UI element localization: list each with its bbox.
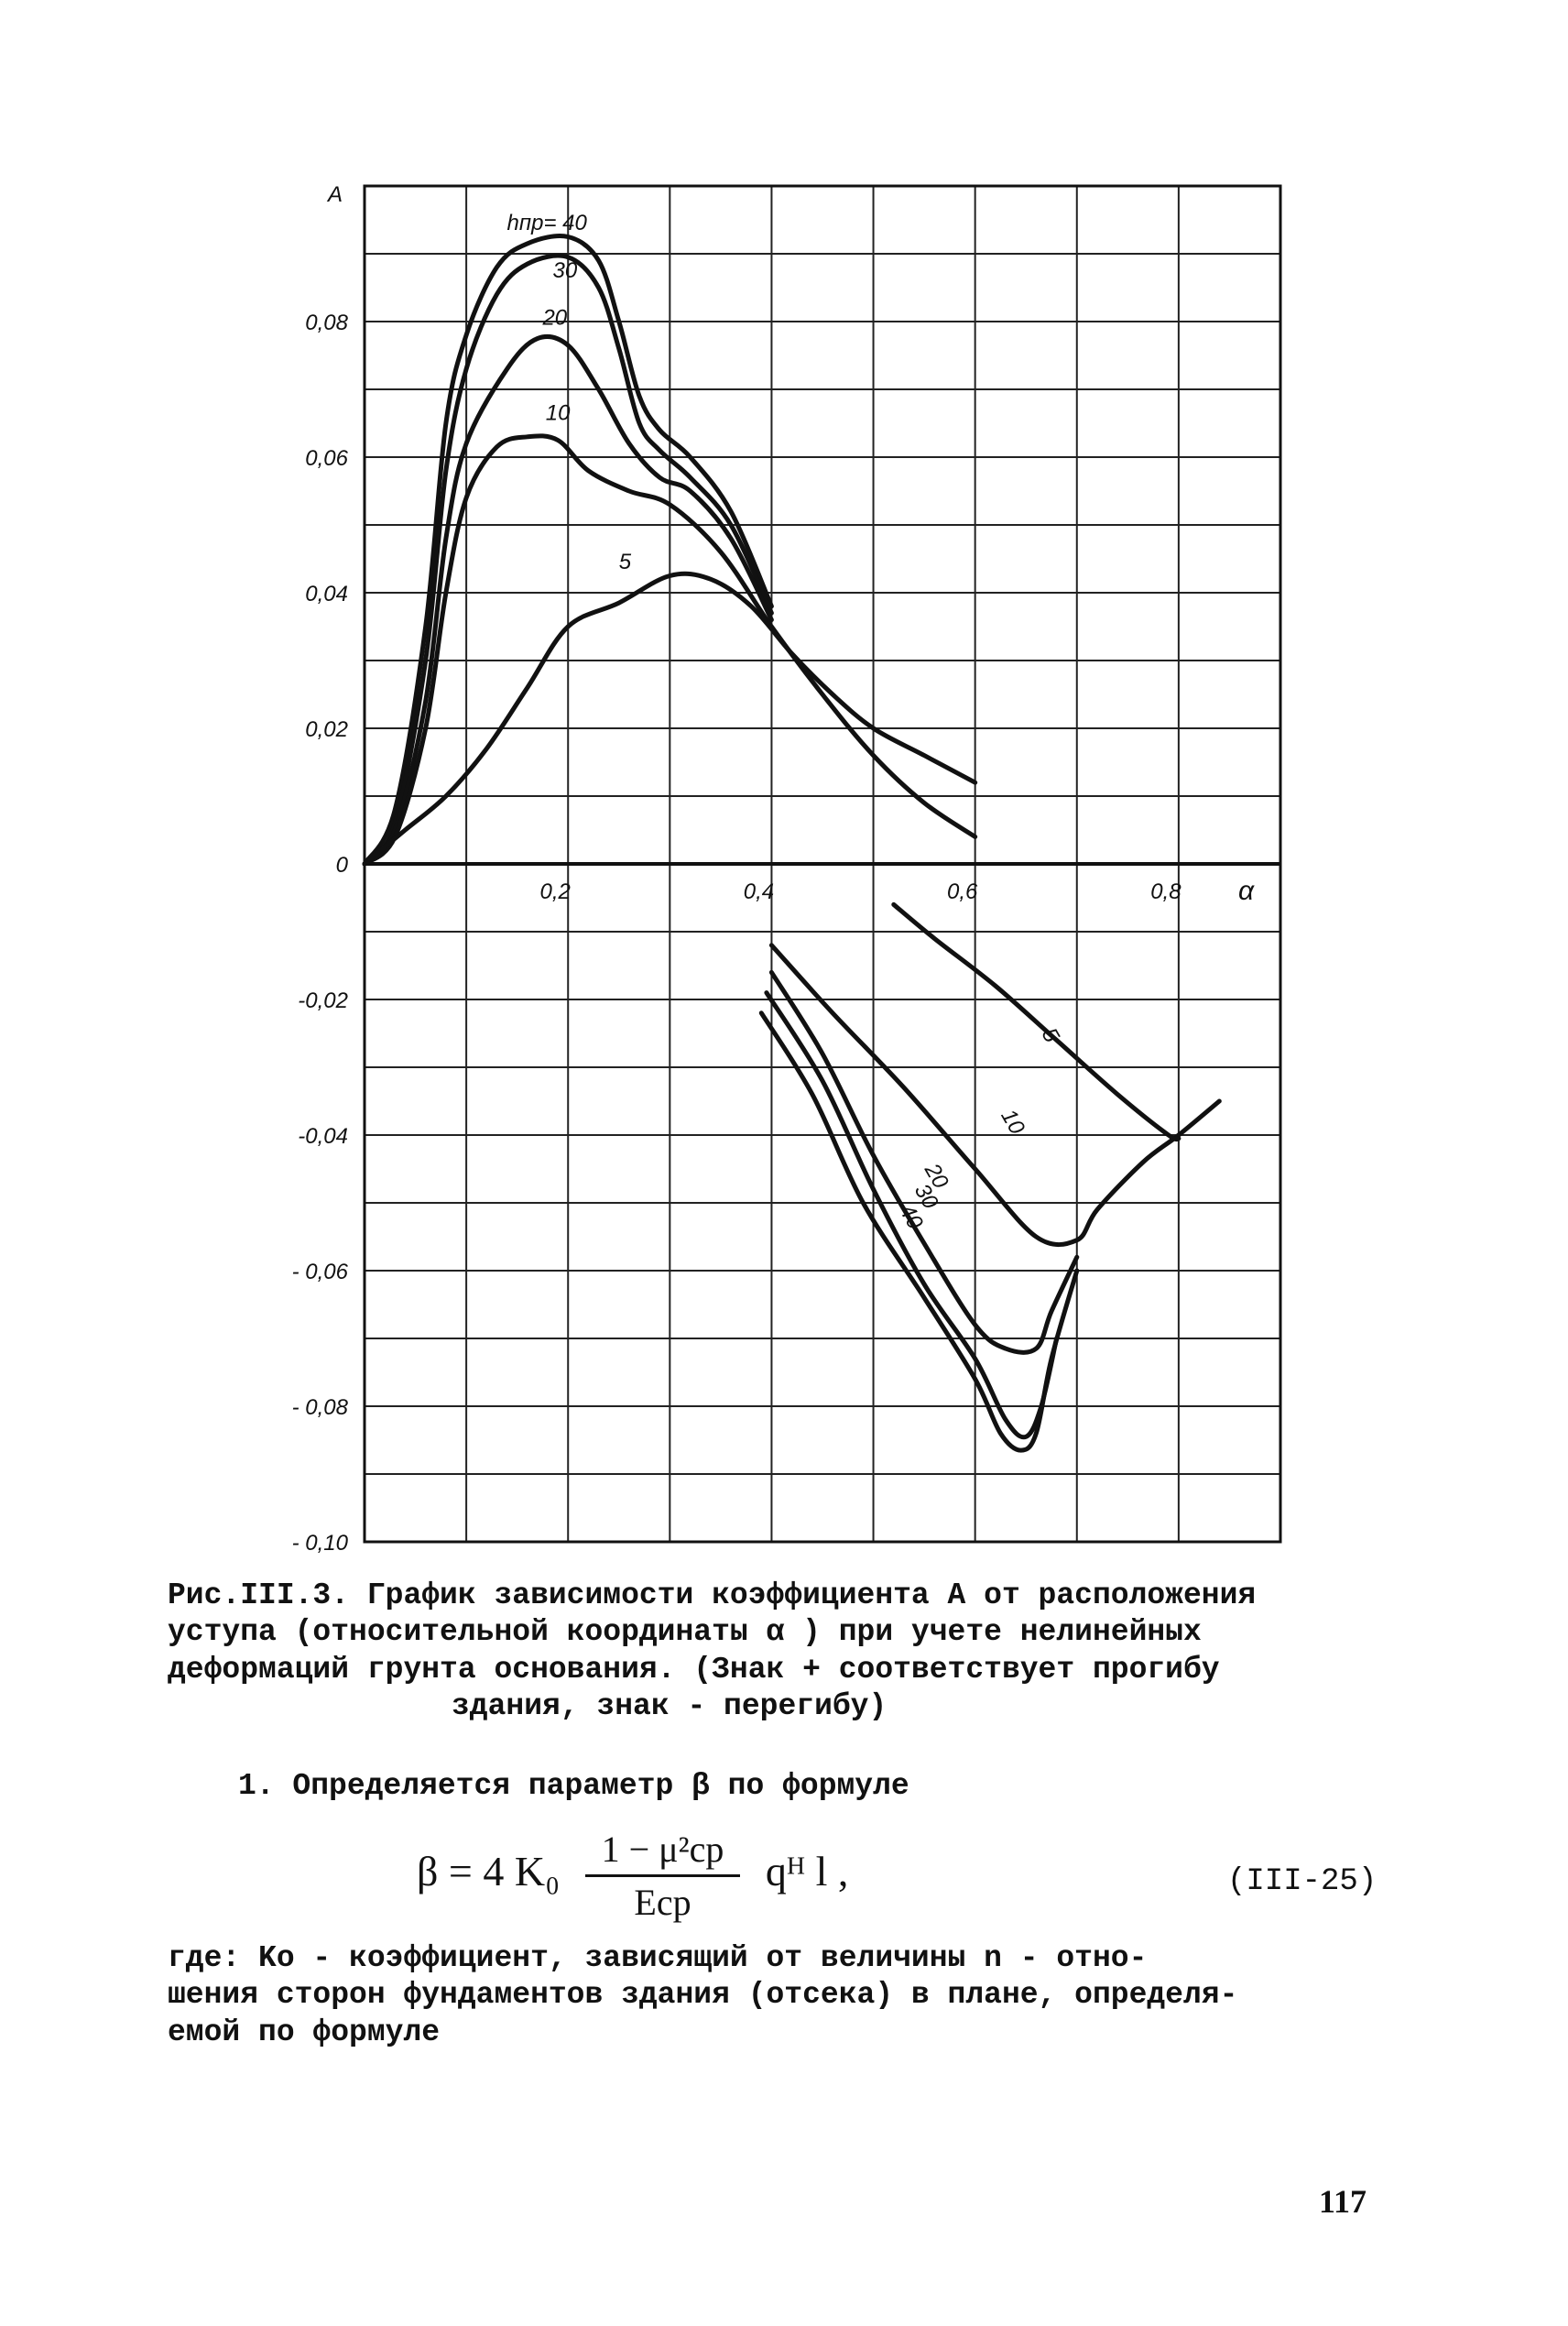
x-tick-label: 0,4 [743,879,775,904]
formula-lhs: β = 4 K₀ [417,1848,561,1895]
curve-label-negative: 5 [1036,1023,1064,1047]
formula-rhs: qᴴ l , [765,1848,849,1895]
y-tick-label: -0,02 [298,988,348,1013]
step-1-text: 1. Определяется параметр β по формуле [238,1769,909,1803]
chart-curves [365,236,1219,1451]
chart-grid [365,186,1280,1542]
caption-line-1: Рис.III.3. График зависимости коэффициента A от расположения [168,1578,1257,1612]
formula-denominator: Eср [634,1882,691,1923]
figure-caption [168,1578,1256,1725]
where-line-2: шения сторон фундаментов здания (отсека) в плане, определя- [168,1978,1238,2013]
curve-label-negative: 20 [919,1159,953,1194]
curve-negative-10 [771,945,1219,1245]
x-axis-label: α [1238,876,1255,906]
curve-label-negative: 30 [909,1179,943,1214]
equation-number: (III-25) [1227,1864,1377,1899]
curve-label: 30 [552,257,578,283]
formula-iii-25 [417,1828,848,1924]
caption-line-2: уступа (относительной координаты α ) при учете нелинейных [168,1615,1202,1650]
where-line-3: емой по формуле [168,2015,441,2049]
curve-label: 20 [542,305,568,331]
caption-line-4: здания, знак - перегибу) [452,1688,887,1723]
where-line-1: где: Kо - коэффициент, зависящий от величины n - отно- [168,1941,1148,1975]
y-tick-label: 0,06 [305,446,348,471]
y-tick-label: 0,08 [305,311,348,335]
page-number: 117 [1319,2183,1367,2220]
y-tick-label: 0 [335,853,348,878]
formula-fraction [585,1828,741,1924]
curve-label: 10 [545,400,571,426]
y-tick-label: - 0,08 [291,1395,348,1420]
x-tick-label: 0,8 [1150,879,1181,904]
curve-label: 5 [618,550,632,575]
chart-curve-labels [507,211,1065,1234]
curve-label-negative: 40 [894,1199,928,1234]
y-tick-label: - 0,06 [291,1260,348,1284]
y-tick-label: 0,02 [305,717,348,742]
y-axis-label: A [328,182,343,207]
curve-negative-5 [894,904,1179,1139]
x-tick-label: 0,2 [539,879,571,904]
y-tick-label: 0,04 [305,582,348,606]
curve-label: hпр= 40 [506,211,587,236]
y-tick-label: - 0,10 [291,1531,348,1556]
curve-label-negative: 10 [996,1105,1029,1139]
caption-line-3: деформаций грунта основания. (Знак + соответствует прогибу [168,1652,1220,1687]
formula-numerator: 1 − μ²ср [585,1828,741,1877]
where-paragraph [168,1940,1237,2051]
y-tick-label: -0,04 [298,1124,348,1149]
x-tick-label: 0,6 [946,879,978,904]
